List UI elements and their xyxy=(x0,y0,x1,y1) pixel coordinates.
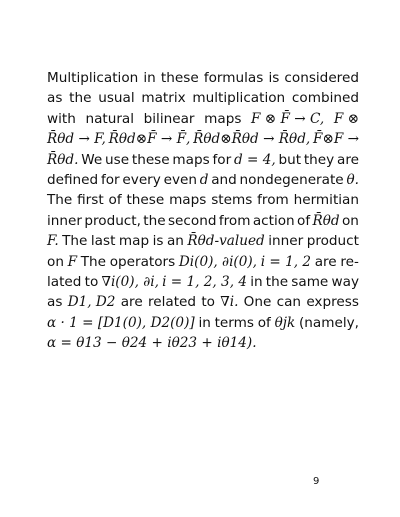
word: inner xyxy=(268,233,304,250)
word: ∇i. xyxy=(220,294,239,311)
word: the xyxy=(69,90,92,107)
text-line xyxy=(47,88,359,108)
word: of xyxy=(108,192,122,209)
text-line xyxy=(47,333,359,353)
word: maps xyxy=(172,151,210,168)
word: of xyxy=(297,212,311,229)
text-line xyxy=(47,150,359,170)
word: they xyxy=(303,151,335,168)
word: as xyxy=(47,294,63,311)
text-paragraph xyxy=(47,68,359,353)
word: d = 4, xyxy=(233,151,276,168)
text-line xyxy=(47,190,359,210)
word: on xyxy=(341,212,359,229)
word: R̄θd. xyxy=(47,151,79,168)
word: The xyxy=(47,192,73,209)
word: are xyxy=(314,253,337,270)
word: natural xyxy=(85,110,135,127)
word: for xyxy=(100,171,120,188)
word: R̄θd⊗R̄θd → R̄θd, xyxy=(193,131,311,148)
word: in xyxy=(198,314,211,331)
text-line xyxy=(47,313,359,333)
word: same xyxy=(291,273,329,290)
word: as xyxy=(47,90,63,107)
word: is xyxy=(152,233,164,250)
word: operators xyxy=(109,253,176,270)
word: use xyxy=(105,151,130,168)
word: are xyxy=(336,151,359,168)
word: bilinear xyxy=(143,110,195,127)
text-line xyxy=(47,170,359,190)
word: re- xyxy=(340,253,359,270)
word: multiplication xyxy=(192,90,286,107)
word: R̄θd xyxy=(312,212,340,229)
word: lated xyxy=(47,273,82,290)
page-number: 9 xyxy=(313,476,320,487)
word: but xyxy=(278,151,302,168)
word: to xyxy=(201,294,215,311)
word: usual xyxy=(98,90,135,107)
word: express xyxy=(306,294,359,311)
word: these xyxy=(131,151,170,168)
word: first xyxy=(77,192,104,209)
word: α · 1 = [D1(0), D2(0)] xyxy=(47,314,195,331)
word: are xyxy=(120,294,143,311)
word: ∇i(0), ∂i, xyxy=(101,273,159,290)
word: of xyxy=(257,314,271,331)
word: We xyxy=(81,151,103,168)
text-line xyxy=(47,109,359,129)
word: Di(0), ∂i(0), xyxy=(178,253,258,270)
word: maps xyxy=(204,110,242,127)
word: d xyxy=(199,171,209,188)
word: product, xyxy=(84,212,141,229)
word: from xyxy=(257,192,289,209)
text-line xyxy=(47,68,359,88)
word: to xyxy=(84,273,99,290)
word: θjk xyxy=(274,314,296,331)
word: related xyxy=(147,294,197,311)
word: way xyxy=(331,273,359,290)
word: last xyxy=(90,233,116,250)
word: The xyxy=(62,233,88,250)
word: The xyxy=(80,253,107,270)
word: θ. xyxy=(346,171,359,188)
word: F̄⊗F → xyxy=(313,131,359,148)
word: every xyxy=(122,171,161,188)
word: (namely, xyxy=(298,314,359,331)
word: defined xyxy=(47,171,99,188)
word: R̄θd-valued xyxy=(187,233,265,250)
text-line xyxy=(47,129,359,149)
word: an xyxy=(166,233,184,250)
word: second xyxy=(167,212,217,229)
word: nondegenerate xyxy=(239,171,344,188)
text-line xyxy=(47,211,359,231)
word: terms xyxy=(214,314,254,331)
word: i = 1, 2 xyxy=(260,253,312,270)
word: the xyxy=(265,273,289,290)
word: F ⊗ xyxy=(333,110,359,127)
text-line xyxy=(47,272,359,292)
word: product xyxy=(306,233,359,250)
word: even xyxy=(163,171,197,188)
word: action xyxy=(252,212,295,229)
word: F xyxy=(67,253,78,270)
word: from xyxy=(218,212,251,229)
word: F. xyxy=(47,233,59,250)
text-line xyxy=(47,252,359,272)
word: these xyxy=(160,70,199,86)
word: F ⊗ F̄ → C, xyxy=(251,110,325,127)
word: with xyxy=(47,110,76,127)
word: D1, D2 xyxy=(67,294,116,311)
word: in xyxy=(143,70,156,86)
word: i = 1, 2, 3, 4 xyxy=(162,273,247,290)
word: in xyxy=(250,273,263,290)
word: considered xyxy=(284,70,359,86)
word: can xyxy=(276,294,302,311)
word: stems xyxy=(211,192,253,209)
word: map xyxy=(118,233,150,250)
word: is xyxy=(268,70,280,86)
word: combined xyxy=(291,90,359,107)
word: hermitian xyxy=(293,192,359,209)
text-line xyxy=(47,231,359,251)
word: R̄θd⊗F̄ → F̄, xyxy=(108,131,191,148)
word: matrix xyxy=(141,90,186,107)
word: on xyxy=(47,253,64,270)
word: maps xyxy=(169,192,207,209)
word: One xyxy=(243,294,272,311)
word: formulas xyxy=(203,70,264,86)
text-line xyxy=(47,292,359,312)
word: these xyxy=(126,192,165,209)
word: inner xyxy=(47,212,82,229)
word: and xyxy=(211,171,237,188)
word: the xyxy=(143,212,166,229)
word: for xyxy=(212,151,232,168)
word: α = θ13 − θ24 + iθ23 + iθ14). xyxy=(47,335,257,352)
word: Multiplication xyxy=(47,70,139,86)
word: R̄θd → F, xyxy=(47,131,106,148)
